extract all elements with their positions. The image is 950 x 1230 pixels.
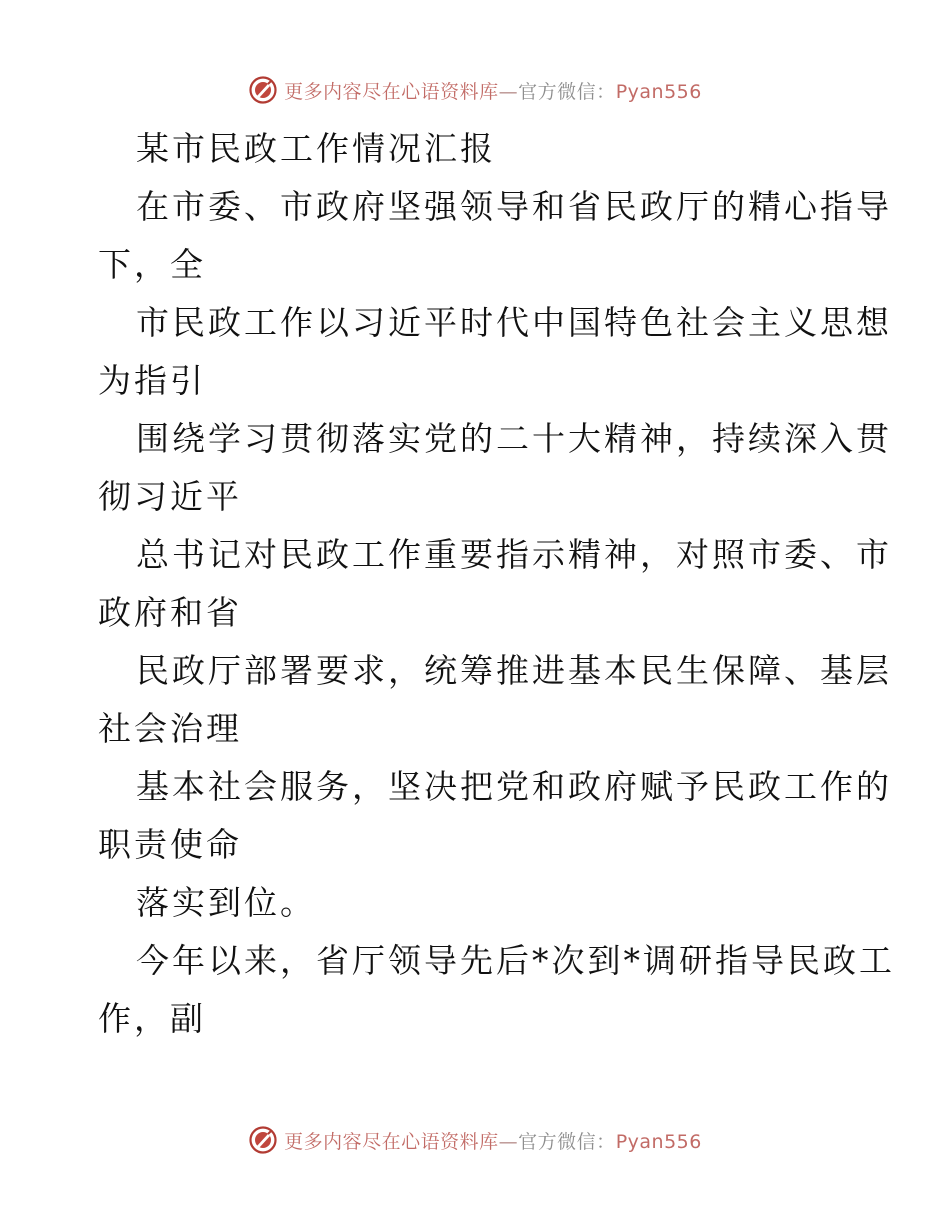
text-line: 落实到位。 [136, 883, 316, 922]
text-line: 为指引 [98, 361, 206, 400]
pen-seal-logo-icon [248, 1125, 278, 1155]
text-line: 政府和省 [98, 593, 242, 632]
text-line: 作，副 [98, 999, 206, 1038]
watermark-text [284, 1127, 702, 1154]
text-line: 彻习近平 [98, 477, 242, 516]
document-title: 某市民政工作情况汇报 [136, 129, 496, 168]
document-body [98, 120, 895, 1048]
text-line: 在市委、市政府坚强领导和省民政厅的精心指导 [136, 187, 892, 226]
text-line: 总书记对民政工作重要指示精神，对照市委、市 [136, 535, 892, 574]
watermark-wechat-id: Pyan556 [615, 80, 702, 103]
text-line: 民政厅部署要求，统筹推进基本民生保障、基层 [136, 651, 892, 690]
watermark-main-text: 更多内容尽在心语资料库 [284, 1130, 499, 1153]
text-line: 下，全 [98, 245, 206, 284]
watermark-dash: — [498, 1130, 519, 1153]
header-watermark [0, 70, 950, 110]
text-line: 职责使命 [98, 825, 242, 864]
watermark-official-label: 官方微信： [518, 80, 616, 103]
watermark-official-label: 官方微信： [518, 1130, 616, 1153]
footer-watermark [0, 1120, 950, 1160]
text-line: 社会治理 [98, 709, 242, 748]
text-line: 今年以来，省厅领导先后*次到*调研指导民政工 [136, 941, 895, 980]
watermark-wechat-id: Pyan556 [615, 1130, 702, 1153]
text-line: 围绕学习贯彻落实党的二十大精神，持续深入贯 [136, 419, 892, 458]
text-line: 基本社会服务，坚决把党和政府赋予民政工作的 [136, 767, 892, 806]
watermark-dash: — [498, 80, 519, 103]
text-line: 市民政工作以习近平时代中国特色社会主义思想 [136, 303, 892, 342]
watermark-text [284, 77, 702, 104]
pen-seal-logo-icon [248, 75, 278, 105]
watermark-main-text: 更多内容尽在心语资料库 [284, 80, 499, 103]
